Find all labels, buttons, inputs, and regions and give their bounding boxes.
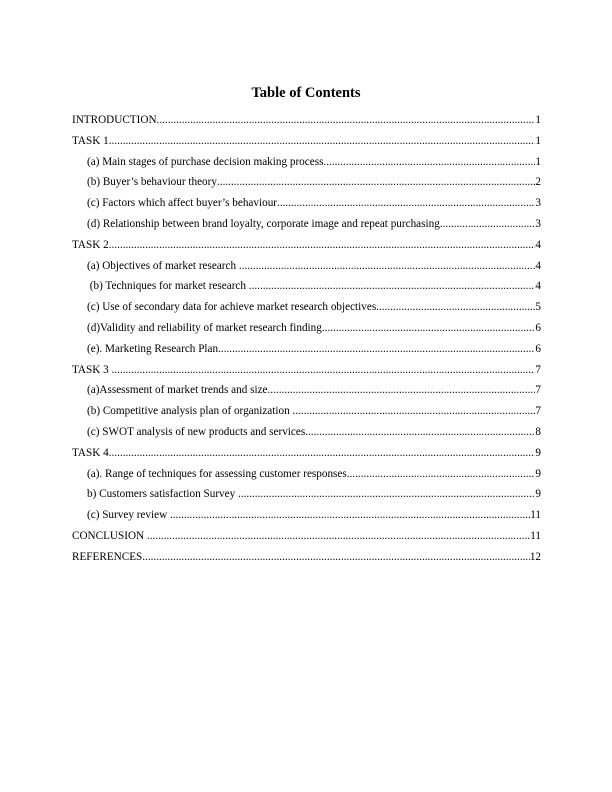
toc-page-number: 6 [535, 321, 541, 334]
toc-page-number: 2 [535, 176, 541, 189]
toc-dot-leader [249, 279, 536, 293]
toc-page-number: 6 [535, 342, 541, 355]
toc-entry-text: (b) Buyer’s behaviour theory [87, 176, 217, 189]
toc-page-number: 9 [535, 446, 541, 459]
toc-entry-task-2-a[interactable] [72, 259, 541, 280]
toc-entry-text: TASK 1 [72, 134, 109, 147]
toc-entry-task-3-c[interactable] [72, 425, 541, 446]
toc-entry-task-4-c[interactable] [72, 508, 541, 529]
toc-entry-text: (d)Validity and reliability of market research finding [87, 321, 322, 334]
toc-entry-task-1-a[interactable] [72, 155, 541, 176]
toc-dot-leader [305, 425, 535, 439]
toc-dot-leader [323, 155, 535, 169]
toc-entry-text: (c) Use of secondary data for achieve market research objectives [87, 301, 377, 314]
toc-entry-text: (a) Main stages of purchase decision making process [87, 155, 324, 168]
toc-page-number: 4 [535, 280, 541, 293]
toc-dot-leader [217, 175, 535, 189]
toc-dot-leader [440, 217, 536, 231]
toc-page-number: 9 [535, 467, 541, 480]
toc-page-number: 4 [535, 238, 541, 251]
toc-entry-text: TASK 3 [72, 363, 112, 376]
toc-page-number: 7 [535, 363, 541, 376]
toc-entry-task-1-d[interactable] [72, 217, 541, 238]
toc-entry-task-4[interactable] [72, 446, 541, 467]
toc-dot-leader [322, 321, 536, 335]
toc-page-number: 7 [535, 405, 541, 418]
toc-dot-leader [157, 113, 536, 127]
toc-entry-text: (c) Survey review [87, 509, 170, 522]
toc-entry-conclusion[interactable] [72, 529, 541, 550]
toc-entry-text: (a) Objectives of market research [87, 259, 239, 272]
toc-dot-leader [142, 550, 530, 564]
toc-entry-text: REFERENCES [72, 550, 143, 563]
toc-title: Table of Contents [251, 85, 361, 101]
toc-page-number: 4 [535, 259, 541, 272]
toc-entry-task-1-c[interactable] [72, 196, 541, 217]
toc-entry-references[interactable] [72, 550, 541, 571]
toc-page-number: 1 [535, 155, 541, 168]
toc-entry-text: (c) SWOT analysis of new products and services [87, 425, 306, 438]
toc-page-number: 11 [530, 509, 541, 522]
toc-entry-text: b) Customers satisfaction Survey [87, 488, 239, 501]
toc-entry-task-4-a[interactable] [72, 467, 541, 488]
toc-dot-leader [277, 196, 535, 210]
toc-entry-text: (c) Factors which affect buyer’s behaviour [87, 197, 278, 210]
toc-entry-task-2-c[interactable] [72, 300, 541, 321]
toc-dot-leader [218, 342, 535, 356]
toc-entry-task-2-d[interactable] [72, 321, 541, 342]
toc-entry-task-3[interactable] [72, 363, 541, 384]
toc-dot-leader [109, 446, 536, 460]
toc-entry-text: TASK 2 [72, 238, 109, 251]
toc-dot-leader [239, 259, 536, 273]
toc-page-number: 3 [535, 197, 541, 210]
toc-dot-leader [147, 529, 530, 543]
toc-dot-leader [238, 487, 535, 501]
toc-entry-task-4-b[interactable] [72, 487, 541, 508]
toc-page-number: 3 [535, 217, 541, 230]
toc-entry-text: (a)Assessment of market trends and size [87, 384, 268, 397]
toc-entry-text: (b) Competitive analysis plan of organization [87, 405, 293, 418]
toc-entry-text: CONCLUSION [72, 529, 147, 542]
toc-dot-leader [268, 383, 536, 397]
toc-entry-text: (b) Techniques for market research [87, 280, 249, 293]
toc-dot-leader [376, 300, 535, 314]
toc-dot-leader [112, 363, 536, 377]
toc-entry-task-2[interactable] [72, 238, 541, 259]
toc-entry-task-3-a[interactable] [72, 383, 541, 404]
toc-entry-text: INTRODUCTION [72, 114, 157, 126]
toc-page-number: 8 [535, 425, 541, 438]
toc-entry-text: (e). Marketing Research Plan [87, 342, 219, 355]
toc-dot-leader [292, 404, 535, 418]
toc-page-number: 1 [535, 134, 541, 147]
toc-dot-leader [109, 238, 536, 252]
toc-page-number: 5 [535, 301, 541, 314]
toc-entry-task-1[interactable] [72, 134, 541, 155]
toc-page-number: 11 [530, 529, 541, 542]
toc-entry-text: TASK 4 [72, 446, 109, 459]
toc-entry-introduction[interactable] [72, 113, 541, 134]
toc-page-number: 9 [535, 488, 541, 501]
toc-entry-task-2-b[interactable] [72, 279, 541, 300]
toc-dot-leader [109, 134, 536, 148]
toc-page-number: 12 [529, 550, 541, 563]
toc-entry-task-1-b[interactable] [72, 175, 541, 196]
toc-dot-leader [347, 467, 536, 481]
toc-page-number: 1 [535, 114, 541, 126]
toc-dot-leader [170, 508, 530, 522]
toc-page-number: 7 [535, 384, 541, 397]
toc-list [72, 113, 541, 571]
toc-entry-task-2-e[interactable] [72, 342, 541, 363]
toc-entry-task-3-b[interactable] [72, 404, 541, 425]
toc-entry-text: (d) Relationship between brand loyalty, corporate image and repeat purchasing [87, 217, 440, 230]
toc-entry-text: (a). Range of techniques for assessing customer responses [87, 467, 347, 480]
